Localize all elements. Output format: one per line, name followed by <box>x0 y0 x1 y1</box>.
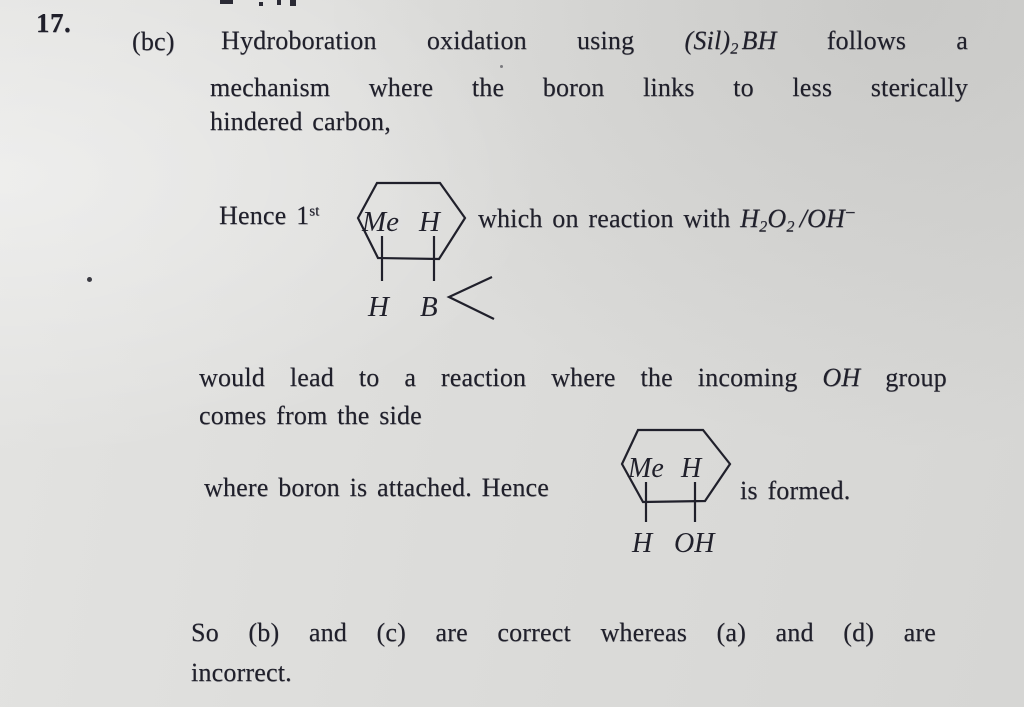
para1-word: using <box>576 26 635 55</box>
para1-word: follows <box>826 26 907 55</box>
oh-group-italic: OH <box>822 363 861 392</box>
para2-word: group <box>885 363 947 392</box>
para3-line2: incorrect. <box>191 658 292 687</box>
para2-line2: comes from the side <box>199 401 422 430</box>
sil2bh-formula <box>684 24 776 58</box>
substituent-label: Me <box>362 206 400 238</box>
hence-text: Hence 1 <box>219 201 310 230</box>
para3-line1: So (b) and (c) are correct whereas (a) and (d) are <box>191 618 936 647</box>
formula-subscript: 2 <box>759 218 768 236</box>
para2-line1 <box>199 361 947 395</box>
para2-word: the <box>640 363 673 392</box>
ink-speck <box>500 65 503 68</box>
scan-artifact-mark <box>259 2 263 6</box>
para1-word: Hydroboration <box>221 26 377 55</box>
para1-word: a <box>956 26 968 55</box>
substituent-label: H <box>419 206 440 238</box>
para1-line2: mechanism where the boron links to less sterically <box>210 73 968 102</box>
hence-label <box>219 199 319 233</box>
reaction-phrase: which on reaction with <box>478 204 731 233</box>
formula-bh: BH <box>741 26 777 55</box>
para2-word: lead <box>289 363 334 392</box>
para1-word: oxidation <box>426 26 527 55</box>
para2-word: reaction <box>440 363 527 392</box>
para2-word: would <box>199 363 265 392</box>
formula-h: H <box>740 204 760 233</box>
para1-line1 <box>221 24 968 58</box>
boron-attached-line: where boron is attached. Hence <box>204 473 550 502</box>
ink-speck <box>87 277 92 282</box>
reaction-text <box>478 202 856 236</box>
ordinal-superscript: st <box>309 203 320 220</box>
substituent-label: H <box>368 291 389 323</box>
para1-line3: hindered carbon, <box>210 107 391 136</box>
substituent-label: H <box>632 528 653 559</box>
structure-1-organoborane <box>345 163 497 329</box>
substituent-label: H <box>681 453 702 484</box>
answer-option-tag: (bc) <box>132 27 175 56</box>
para2-word: a <box>404 363 417 392</box>
question-number: 17. <box>36 8 72 38</box>
substituent-label: Me <box>628 453 664 484</box>
is-formed-line: is formed. <box>740 476 851 505</box>
formula-slash-oh: /OH <box>799 204 845 233</box>
scan-artifact-mark <box>220 0 233 4</box>
formula-subscript: 2 <box>786 218 795 236</box>
substituent-label: OH <box>674 528 715 559</box>
formula-o: O <box>767 204 787 233</box>
substituent-label: B <box>420 291 438 323</box>
boron-branch-bonds <box>449 277 494 319</box>
formula-subscript: 2 <box>730 40 739 58</box>
para2-word: to <box>358 363 380 392</box>
para2-word: incoming <box>697 363 798 392</box>
scan-artifact-mark <box>277 0 281 5</box>
h2o2-oh-formula <box>740 202 856 236</box>
formula-paren: (Sil) <box>684 26 731 55</box>
para2-word: where <box>551 363 616 392</box>
structure-2-alcohol-product <box>608 424 748 574</box>
scan-artifact-mark <box>290 0 296 6</box>
formula-minus-superscript: − <box>844 202 856 224</box>
